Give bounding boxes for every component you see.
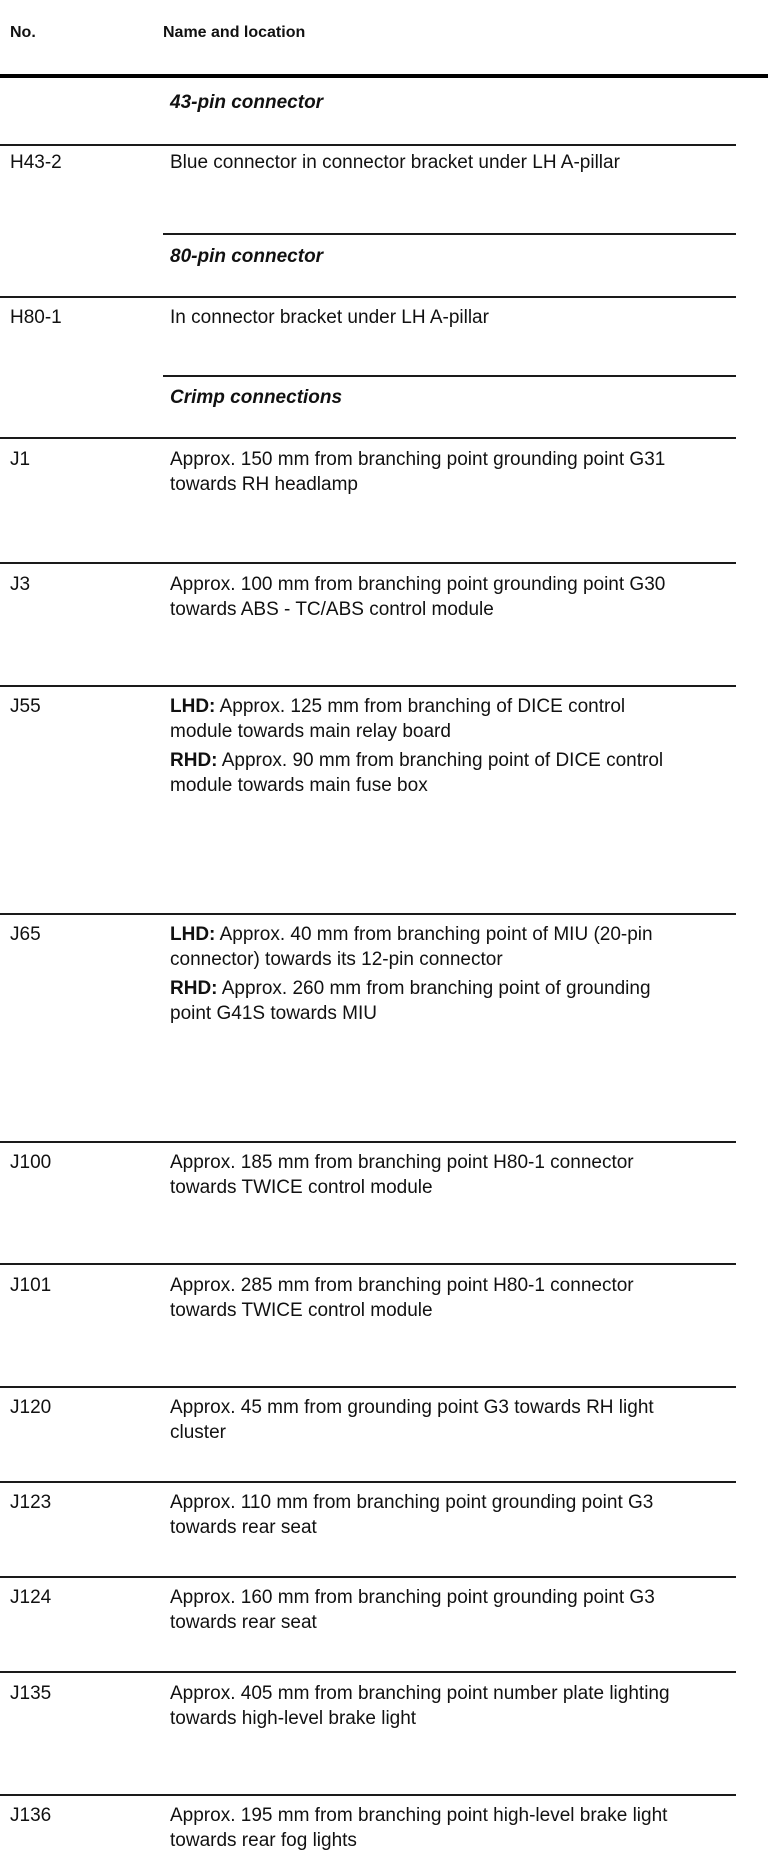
row-divider <box>163 233 736 235</box>
row-location-j3: Approx. 100 mm from branching point grounding point G30 towards ABS - TC/ABS control module <box>170 574 666 620</box>
row-number-h80-1: H80-1 <box>10 307 62 328</box>
lhd-note <box>170 922 680 972</box>
row-number-h43-2: H43-2 <box>10 152 62 173</box>
row-divider <box>0 1481 736 1483</box>
row-location-h80-1: In connector bracket under LH A-pillar <box>170 307 489 328</box>
row-divider <box>0 1386 736 1388</box>
row-location-j55 <box>170 694 680 798</box>
row-divider <box>0 437 736 439</box>
column-header-name: Name and location <box>163 24 306 41</box>
row-number-j3: J3 <box>10 574 31 595</box>
rhd-label: RHD: <box>170 750 218 771</box>
column-header-no: No. <box>10 24 36 41</box>
row-number-j65: J65 <box>10 924 41 945</box>
rhd-label: RHD: <box>170 978 218 999</box>
row-divider <box>0 1576 736 1578</box>
row-divider <box>0 296 736 298</box>
row-location-j124: Approx. 160 mm from branching point grounding point G3 towards rear seat <box>170 1587 655 1633</box>
row-location-j135: Approx. 405 mm from branching point number plate lighting towards high-level brake light <box>170 1683 670 1729</box>
row-divider <box>163 375 736 377</box>
lhd-text: Approx. 125 mm from branching of DICE control module towards main relay board <box>170 696 626 742</box>
rhd-text: Approx. 90 mm from branching point of DICE control module towards main fuse box <box>170 750 664 796</box>
row-number-j120: J120 <box>10 1397 52 1418</box>
rhd-note <box>170 976 680 1026</box>
lhd-label: LHD: <box>170 696 216 717</box>
row-divider <box>0 1263 736 1265</box>
row-location-j100: Approx. 185 mm from branching point H80-1 connector towards TWICE control module <box>170 1152 634 1198</box>
row-number-j1: J1 <box>10 449 31 470</box>
row-divider <box>0 685 736 687</box>
row-number-j100: J100 <box>10 1152 52 1173</box>
row-divider <box>0 562 736 564</box>
header-rule <box>0 74 768 78</box>
row-location-j101: Approx. 285 mm from branching point H80-1 connector towards TWICE control module <box>170 1275 634 1321</box>
row-divider <box>0 144 736 146</box>
row-divider <box>0 913 736 915</box>
row-number-j55: J55 <box>10 696 41 717</box>
section-heading-43-pin: 43-pin connector <box>170 92 324 113</box>
row-number-j123: J123 <box>10 1492 52 1513</box>
row-location-j123: Approx. 110 mm from branching point grounding point G3 towards rear seat <box>170 1492 654 1538</box>
row-location-j65 <box>170 922 680 1026</box>
row-divider <box>0 1794 736 1796</box>
lhd-label: LHD: <box>170 924 216 945</box>
lhd-note <box>170 694 680 744</box>
row-location-h43-2: Blue connector in connector bracket under LH A-pillar <box>170 152 620 173</box>
row-location-j136: Approx. 195 mm from branching point high-level brake light towards rear fog lights <box>170 1805 668 1851</box>
row-number-j124: J124 <box>10 1587 52 1608</box>
section-heading-80-pin: 80-pin connector <box>170 246 324 267</box>
row-number-j135: J135 <box>10 1683 52 1704</box>
row-number-j136: J136 <box>10 1805 52 1826</box>
row-divider <box>0 1671 736 1673</box>
rhd-note <box>170 748 680 798</box>
rhd-text: Approx. 260 mm from branching point of grounding point G41S towards MIU <box>170 978 651 1024</box>
row-number-j101: J101 <box>10 1275 52 1296</box>
lhd-text: Approx. 40 mm from branching point of MIU (20-pin connector) towards its 12-pin connector <box>170 924 653 970</box>
row-location-j120: Approx. 45 mm from grounding point G3 towards RH light cluster <box>170 1397 654 1443</box>
row-location-j1: Approx. 150 mm from branching point grounding point G31 towards RH headlamp <box>170 449 666 495</box>
section-heading-crimp: Crimp connections <box>170 387 343 408</box>
row-divider <box>0 1141 736 1143</box>
